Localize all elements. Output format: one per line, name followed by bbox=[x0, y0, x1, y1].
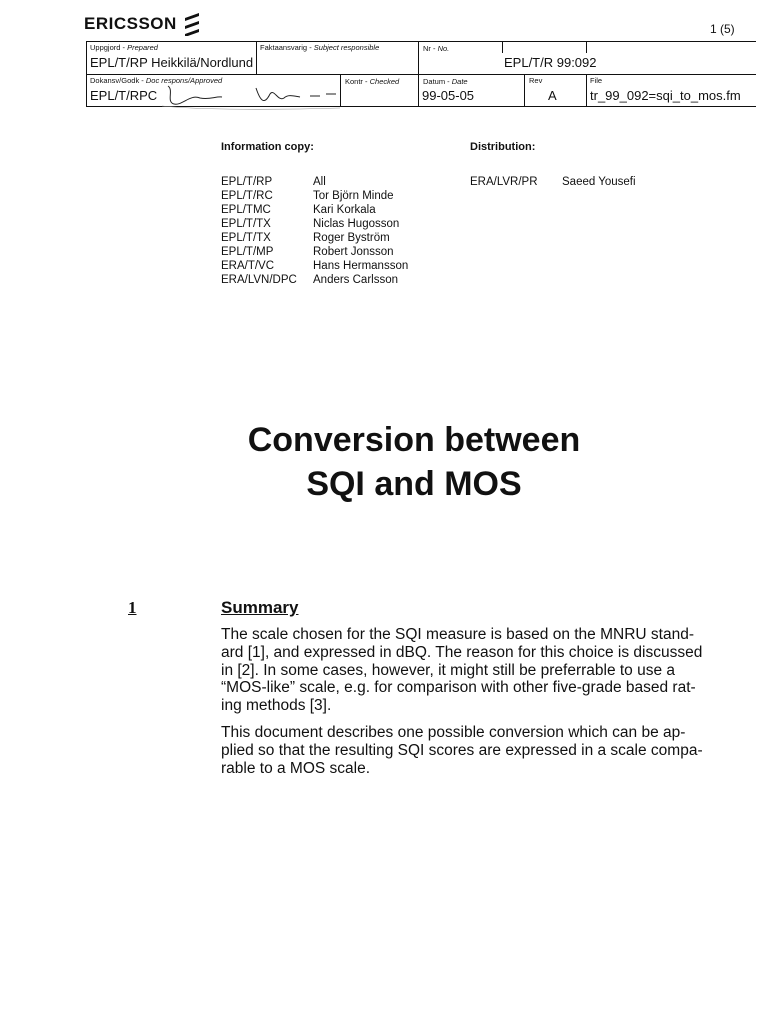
header-divider bbox=[418, 41, 419, 107]
rev-value: A bbox=[548, 88, 557, 103]
date-label: Datum - Date bbox=[423, 77, 468, 86]
document-title-line-2: SQI and MOS bbox=[306, 465, 522, 503]
doc-number-label: Nr - No. bbox=[423, 44, 450, 53]
distribution-heading: Distribution: bbox=[470, 141, 536, 153]
doc-number-value: EPL/T/R 99:092 bbox=[504, 55, 597, 70]
ericsson-logo-icon bbox=[182, 12, 202, 36]
page-number: 1 (5) bbox=[710, 22, 735, 36]
summary-paragraph-1: The scale chosen for the SQI measure is based on the MNRU stand- ard [1], and expressed in dBQ. The reason for this choice is discussed in [2]. In some cases, however, it might still be preferrable to use a “MOS-like” scale, e.g. for comparison with other five-grade based rat- ing methods [3]. bbox=[221, 626, 703, 715]
header-mid-rule bbox=[86, 74, 756, 75]
header-divider bbox=[502, 41, 503, 53]
section-number: 1 bbox=[128, 598, 137, 617]
header-divider bbox=[86, 41, 87, 107]
summary-paragraph-2: This document describes one possible conversion which can be ap- plied so that the resulting SQI scores are expressed in a scale compa- rable to a MOS scale. bbox=[221, 724, 703, 777]
header-divider bbox=[524, 74, 525, 107]
section-heading: Summary bbox=[221, 598, 299, 617]
information-copy-heading: Information copy: bbox=[221, 141, 314, 153]
approved-label: Dokansv/Godk - Doc respons/Approved bbox=[90, 76, 223, 85]
header-divider bbox=[586, 41, 587, 53]
date-value: 99-05-05 bbox=[422, 88, 475, 103]
approved-value: EPL/T/RPC bbox=[90, 88, 158, 103]
document-title-line-1: Conversion between bbox=[247, 421, 581, 459]
company-logo-text: ERICSSON bbox=[84, 14, 177, 33]
checked-label: Kontr - Checked bbox=[345, 77, 400, 86]
header-top-rule bbox=[86, 41, 756, 42]
signature-icon bbox=[160, 80, 350, 112]
file-label: File bbox=[590, 76, 603, 85]
rev-label: Rev bbox=[529, 76, 543, 85]
file-value: tr_99_092=sqi_to_mos.fm bbox=[590, 88, 741, 103]
prepared-value: EPL/T/RP Heikkilä/Nordlund bbox=[90, 55, 254, 70]
header-divider bbox=[586, 74, 587, 107]
header-divider bbox=[256, 41, 257, 75]
subject-responsible-label: Faktaansvarig - Subject responsible bbox=[260, 43, 380, 52]
prepared-label: Uppgjord - Prepared bbox=[90, 43, 158, 52]
